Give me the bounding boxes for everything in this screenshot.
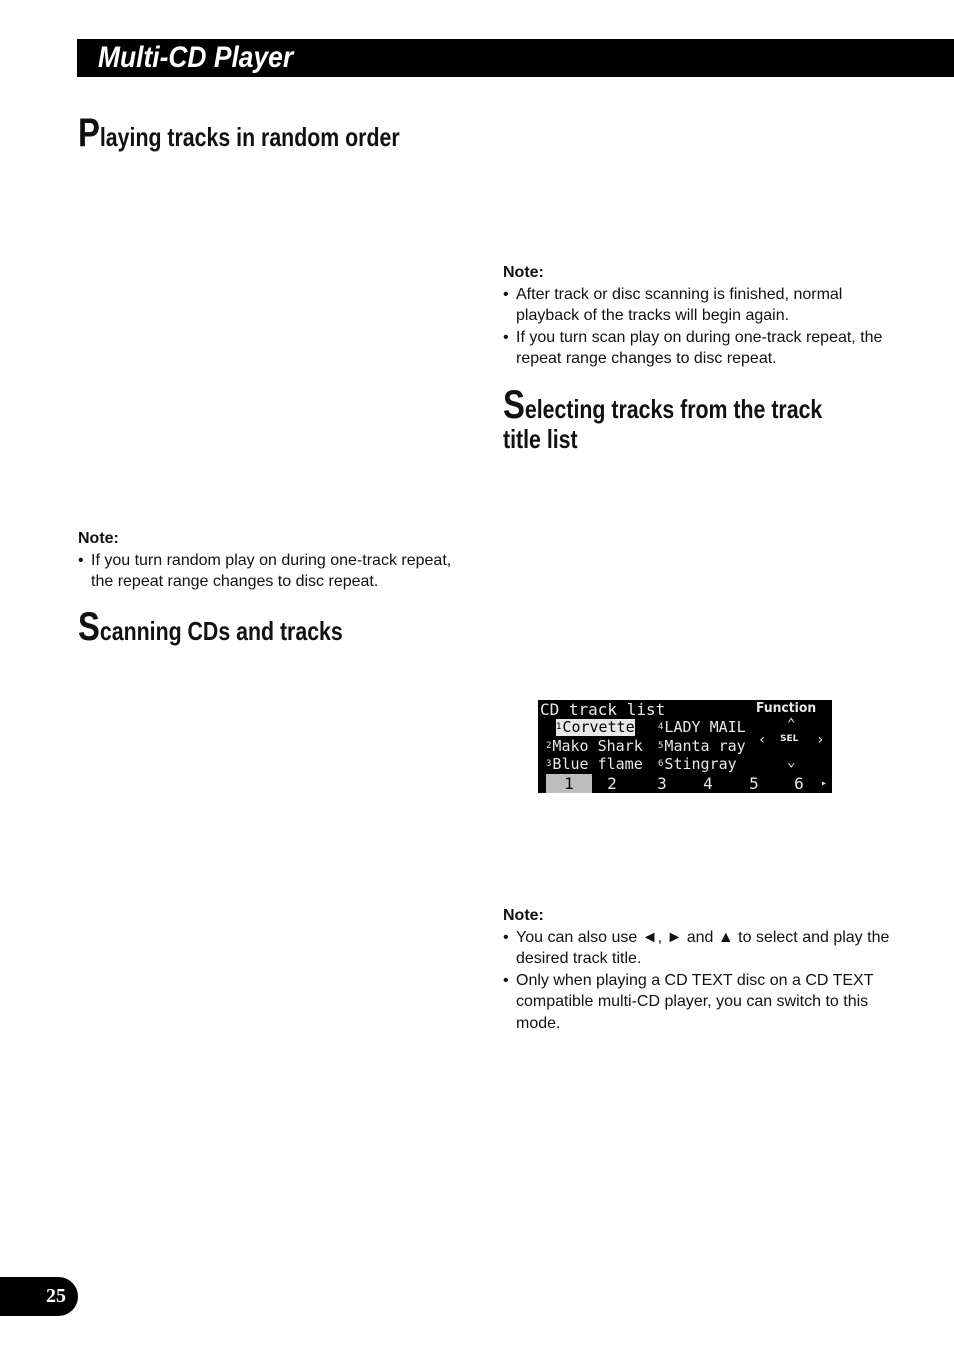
display-track-4 xyxy=(658,719,746,736)
heading-track-title-list xyxy=(503,383,823,454)
note-item: • If you turn random play on during one-track repeat, the repeat range changes to disc repeat. xyxy=(78,550,473,593)
display-track-1 xyxy=(556,719,635,736)
cd-track-list-display xyxy=(538,700,832,793)
header-bar xyxy=(77,39,954,77)
note-title: Note: xyxy=(503,264,544,281)
note-random-play xyxy=(78,528,473,593)
track-name: Corvette xyxy=(562,718,635,736)
heading-random-play-rest: laying tracks in random order xyxy=(99,122,400,152)
note-item: • You can also use ◄, ► and ▲ to select and play the desired track title. xyxy=(503,927,898,970)
heading-scanning-initial: S xyxy=(78,605,100,649)
display-disc-5: 5 xyxy=(749,774,759,793)
track-name: Manta ray xyxy=(664,737,746,755)
display-sel-label: SEL xyxy=(780,734,799,744)
track-name: Stingray xyxy=(664,755,737,773)
track-index: 2 xyxy=(546,741,552,751)
display-track-6 xyxy=(658,756,737,773)
track-index: 5 xyxy=(658,741,664,751)
heading-track-title-list-line2: title list xyxy=(503,424,578,454)
heading-track-title-list-initial: S xyxy=(503,383,525,427)
note-item: • Only when playing a CD TEXT disc on a CD TEXT compatible multi-CD player, you can switch to this mode. xyxy=(503,970,898,1035)
display-disc-6: 6 xyxy=(794,774,804,793)
display-disc-2: 2 xyxy=(607,774,617,793)
display-disc-1: 1 xyxy=(564,774,574,793)
track-name: Mako Shark xyxy=(552,737,643,755)
more-indicator-icon: ▸ xyxy=(820,778,828,789)
display-function-label: Function xyxy=(756,701,817,716)
track-index: 3 xyxy=(546,759,552,769)
chevron-left-icon: ‹ xyxy=(758,732,767,748)
display-disc-row xyxy=(538,774,832,793)
chevron-up-icon: ⌃ xyxy=(787,716,796,732)
heading-scanning xyxy=(78,605,343,649)
heading-track-title-list-rest: electing tracks from the track xyxy=(524,394,823,424)
display-title: CD track list xyxy=(540,700,666,719)
page-number-tab xyxy=(0,1277,78,1316)
note-track-title-list xyxy=(503,905,898,1034)
display-track-5 xyxy=(658,738,746,755)
page-number: 25 xyxy=(46,1285,66,1307)
note-item: • After track or disc scanning is finished, normal playback of the tracks will begin again. xyxy=(503,284,898,327)
note-title: Note: xyxy=(503,907,544,924)
heading-random-play-initial: P xyxy=(78,111,100,155)
chevron-down-icon: ⌄ xyxy=(787,754,796,770)
display-disc-3: 3 xyxy=(657,774,667,793)
heading-scanning-rest: canning CDs and tracks xyxy=(99,616,343,646)
display-disc-4: 4 xyxy=(703,774,713,793)
display-track-2 xyxy=(546,738,643,755)
track-index: 4 xyxy=(658,722,664,732)
note-scanning xyxy=(503,262,898,370)
display-track-3 xyxy=(546,756,643,773)
chevron-right-icon: › xyxy=(816,732,825,748)
note-title: Note: xyxy=(78,530,119,547)
track-name: LADY MAIL xyxy=(664,718,746,736)
track-index: 6 xyxy=(658,759,664,769)
heading-random-play xyxy=(78,111,400,155)
note-item: • If you turn scan play on during one-track repeat, the repeat range changes to disc repeat. xyxy=(503,327,898,370)
track-index: 1 xyxy=(556,722,562,732)
page-header-title: Multi-CD Player xyxy=(98,41,294,74)
track-name: Blue flame xyxy=(552,755,643,773)
